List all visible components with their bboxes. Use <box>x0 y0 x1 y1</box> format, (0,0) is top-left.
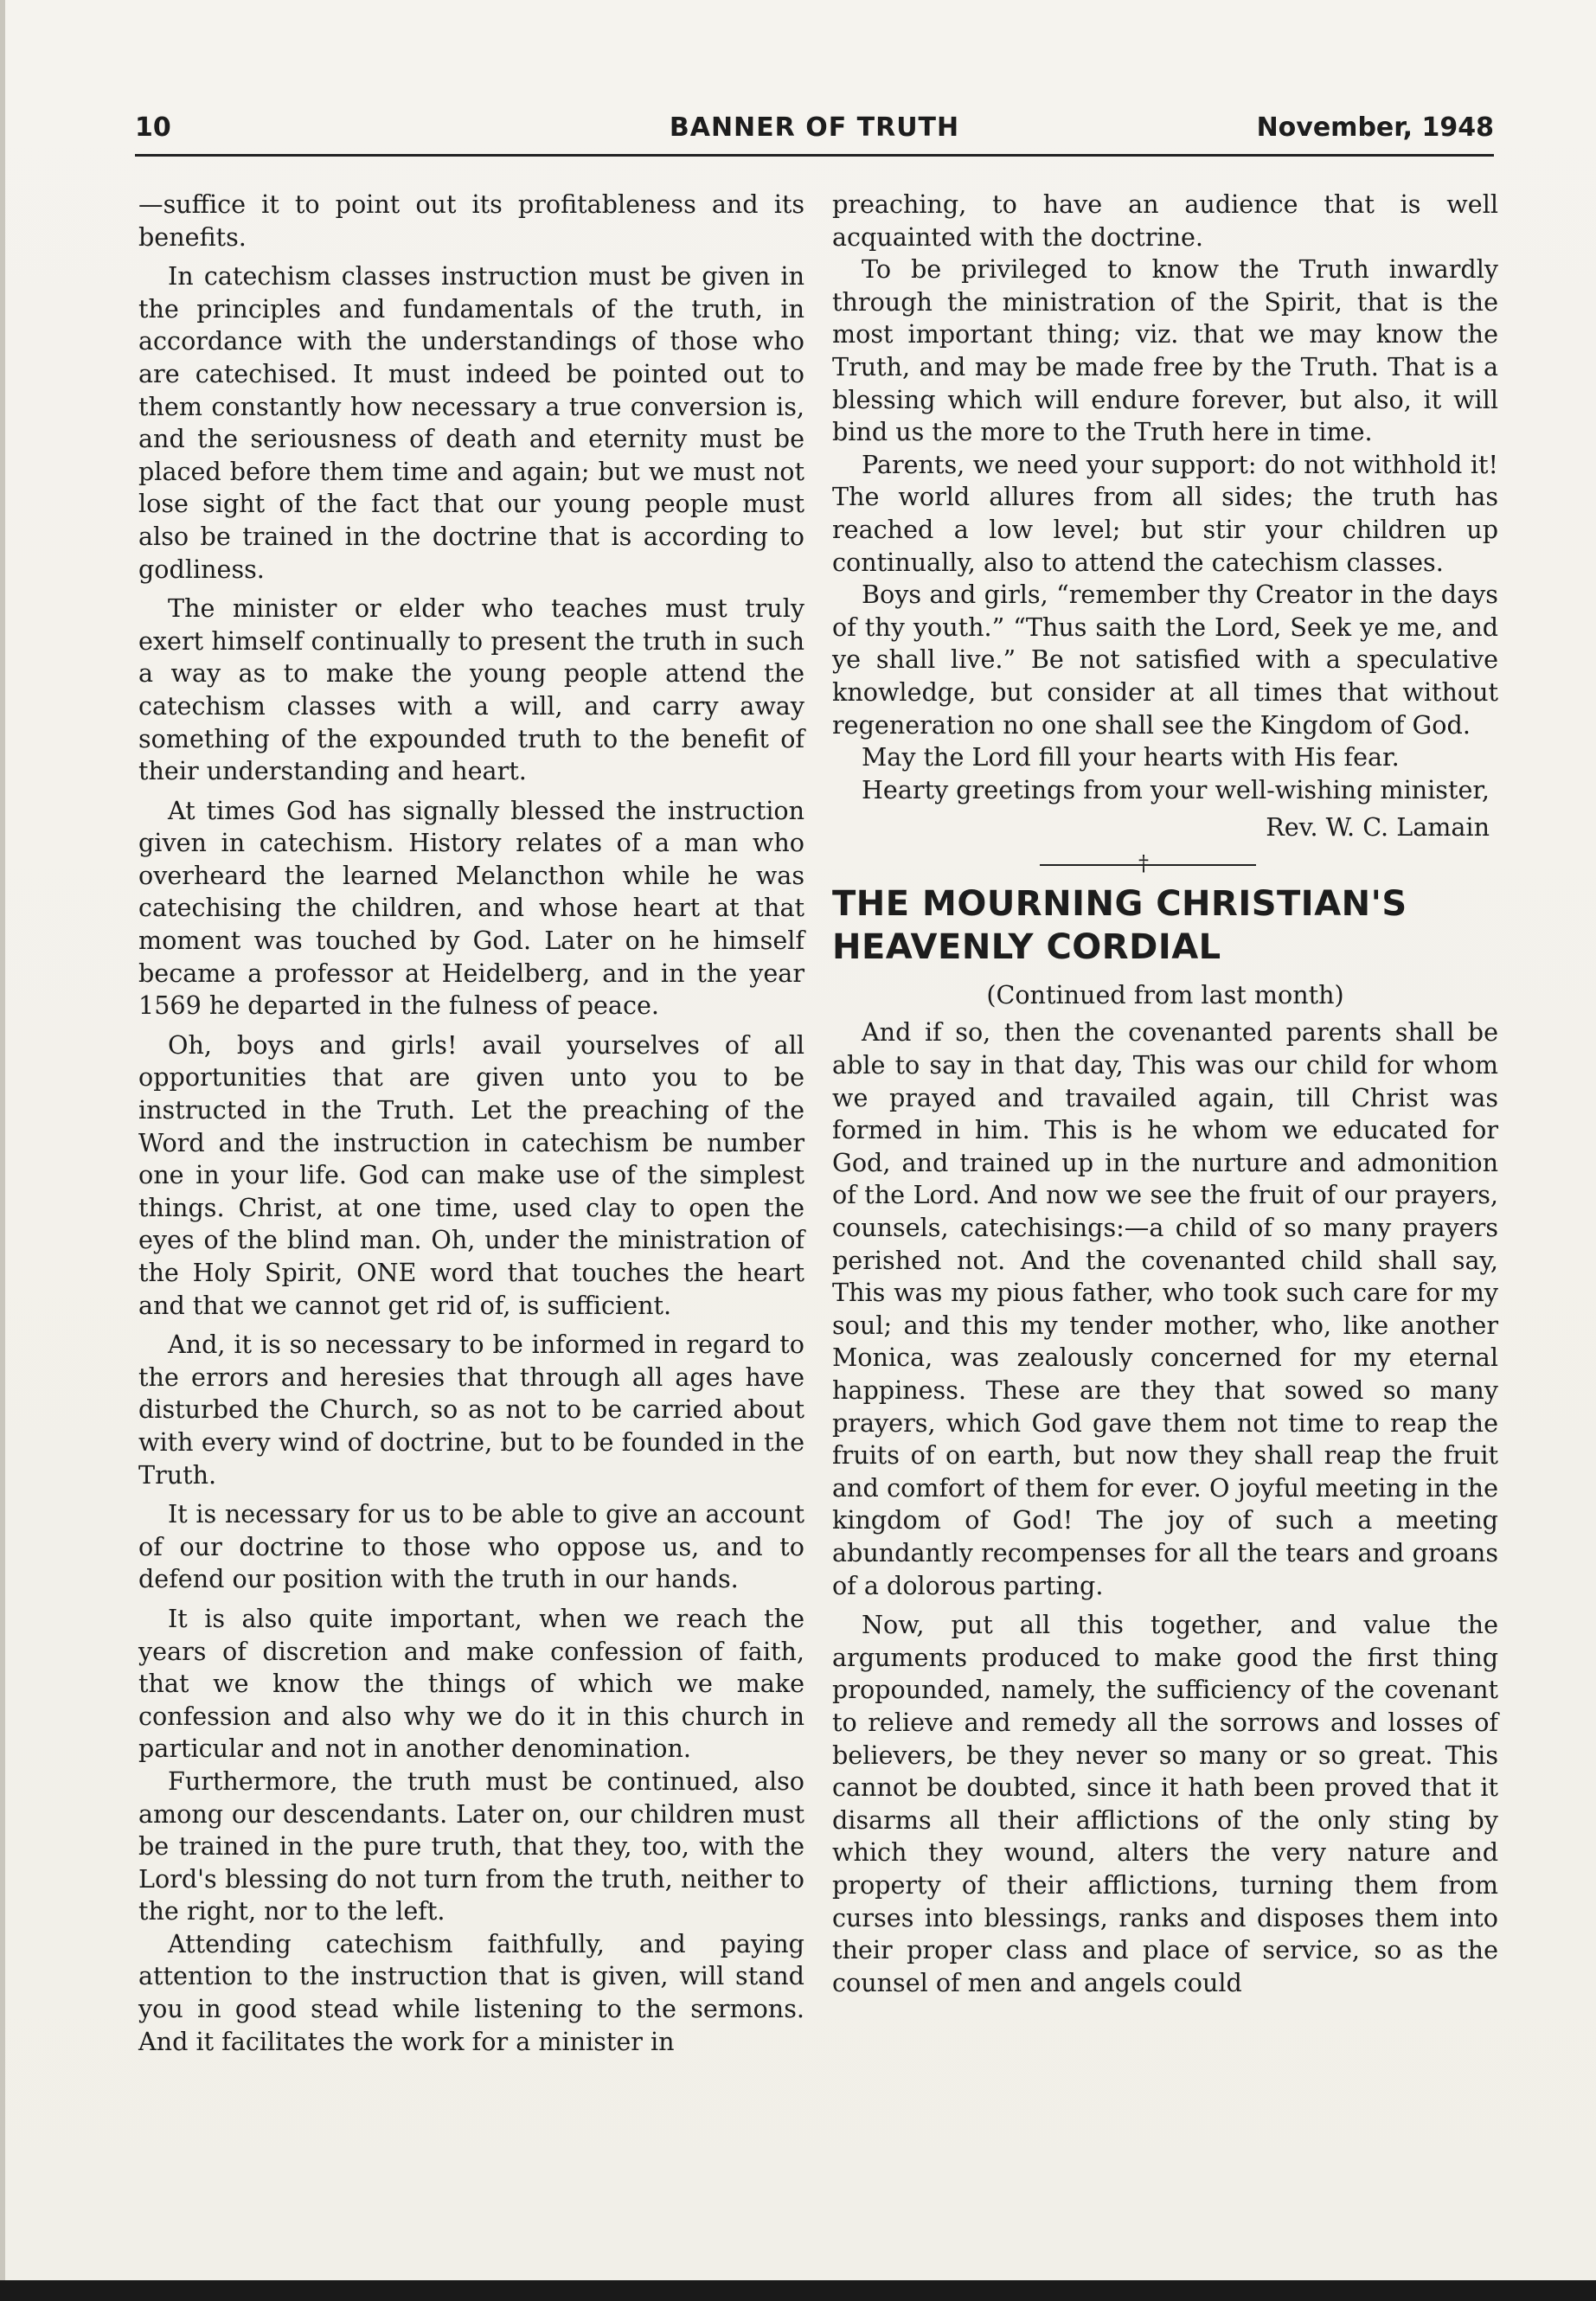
left-column <box>138 189 804 2065</box>
paragraph: Furthermore, the truth must be continued, also among our descendants. Later on, our children must be trained in the pure truth, that they, too, with the Lord's blessing do not turn from the truth, neither to the right, nor to the left. <box>138 1766 804 1926</box>
article-subtitle: (Continued from last month) <box>986 979 1344 1009</box>
paragraph: —suffice it to point out its profitableness and its benefits. <box>138 189 804 252</box>
page-edge-shadow <box>0 0 5 2301</box>
paragraph: preaching, to have an audience that is well acquainted with the doctrine. <box>832 189 1498 252</box>
paragraph: Boys and girls, “remember thy Creator in the days of thy youth.” “Thus saith the Lord, Seek ye me, and ye shall live.” Be not satisfied with a speculative knowledge, but consider at all times that without regeneration no one shall see the Kingdom of God. <box>832 580 1498 740</box>
paragraph: Hearty greetings from your well-wishing minister, <box>862 774 1490 804</box>
paragraph: And if so, then the covenanted parents shall be able to say in that day, This was our child for whom we prayed and travailed again, till Christ was formed in him. This is he whom we educated for God, and trained up in the nurture and admonition of the Lord. And now we see the fruit of our prayers, counsels, catechisings:—a child of so many prayers perished not. And the covenanted child shall say, This was my pious father, who took such care for my soul; and this my tender mother, who, like another Monica, was zealously concerned for my eternal happiness. These are they that sowed so many prayers, which God gave them not time to reap the fruits of on earth, but now they shall reap the fruit and comfort of them for ever. O joyful meeting in the kingdom of God! The joy of such a meeting abundantly recompenses for all the tears and groans of a dolorous parting. <box>832 1017 1498 1600</box>
scan-bottom-edge <box>0 2280 1596 2301</box>
page-number: 10 <box>135 112 171 143</box>
cross-icon: † <box>1138 850 1149 875</box>
paragraph: The minister or elder who teaches must truly exert himself continually to present the truth in such a way as to make the young people attend the catechism classes with a will, and carry away something of the expounded truth to the benefit of their understanding and heart. <box>138 593 804 786</box>
paragraph: To be privileged to know the Truth inwardly through the ministration of the Spirit, that is the most important thing; viz. that we may know the Truth, and may be made free by the Truth. That is a blessing which will endure forever, but also, it will bind us the more to the Truth here in time. <box>832 254 1498 447</box>
paragraph: Attending catechism faithfully, and paying attention to the instruction that is given, will stand you in good stead while listening to the sermons. And it facilitates the work for a minister in <box>138 1928 804 2056</box>
paragraph: Parents, we need your support: do not withhold it! The world allures from all sides; the truth has reached a low level; but stir your children up continually, also to attend the catechism classes. <box>832 449 1498 577</box>
running-header <box>135 112 1494 154</box>
right-column <box>832 189 1498 2006</box>
article-title: THE MOURNING CHRISTIAN'S HEAVENLY CORDIAL <box>832 883 1407 967</box>
paragraph: At times God has signally blessed the instruction given in catechism. History relates of a man who overheard the learned Melancthon while he was catechising the children, and whose heart at that moment was touched by God. Later on he himself became a professor at Heidelberg, and in the year 1569 he departed in the fulness of peace. <box>138 795 804 1021</box>
paragraph: It is also quite important, when we reach the years of discretion and make confession of faith, that we know the things of which we make confession and also why we do it in this church in particular and not in another denomination. <box>138 1603 804 1764</box>
header-rule <box>135 154 1494 157</box>
paragraph: Oh, boys and girls! avail yourselves of all opportunities that are given unto you to be instructed in the Truth. Let the preaching of the Word and the instruction in catechism be number one in your life. God can make use of the simplest things. Christ, at one time, used clay to open the eyes of the blind man. Oh, under the ministration of the Holy Spirit, ONE word that touches the heart and that we cannot get rid of, is sufficient. <box>138 1029 804 1320</box>
paragraph: And, it is so necessary to be informed in regard to the errors and heresies that through all ages have disturbed the Church, so as not to be carried about with every wind of doctrine, but to be founded in the Truth. <box>138 1330 804 1490</box>
section-divider <box>832 850 1498 875</box>
paragraph: Now, put all this together, and value the arguments produced to make good the first thing propounded, namely, the sufficiency of the covenant to relieve and remedy all the sorrows and losses of believers, be they never so many or so great. This cannot be doubted, since it hath been proved that it disarms all their afflictions of the only sting by which they wound, alters the very nature and property of their afflictions, turning them from curses into blessings, ranks and disposes them into their proper class and place of service, so as the counsel of men and angels could <box>832 1610 1498 1997</box>
paragraph: May the Lord fill your hearts with His fear. <box>862 742 1400 772</box>
paragraph: It is necessary for us to be able to give an account of our doctrine to those who oppose us, and to defend our position with the truth in our hands. <box>138 1499 804 1594</box>
issue-date: November, 1948 <box>1256 112 1494 143</box>
paragraph: In catechism classes instruction must be given in the principles and fundamentals of the truth, in accordance with the understandings of those who are catechised. It must indeed be pointed out to them constantly how necessary a true conversion is, and the seriousness of death and eternity must be placed before them time and again; but we must not lose sight of the fact that our young people must also be trained in the doctrine that is according to godliness. <box>138 261 804 584</box>
signature: Rev. W. C. Lamain <box>1266 812 1490 843</box>
publication-title: BANNER OF TRUTH <box>669 112 960 143</box>
